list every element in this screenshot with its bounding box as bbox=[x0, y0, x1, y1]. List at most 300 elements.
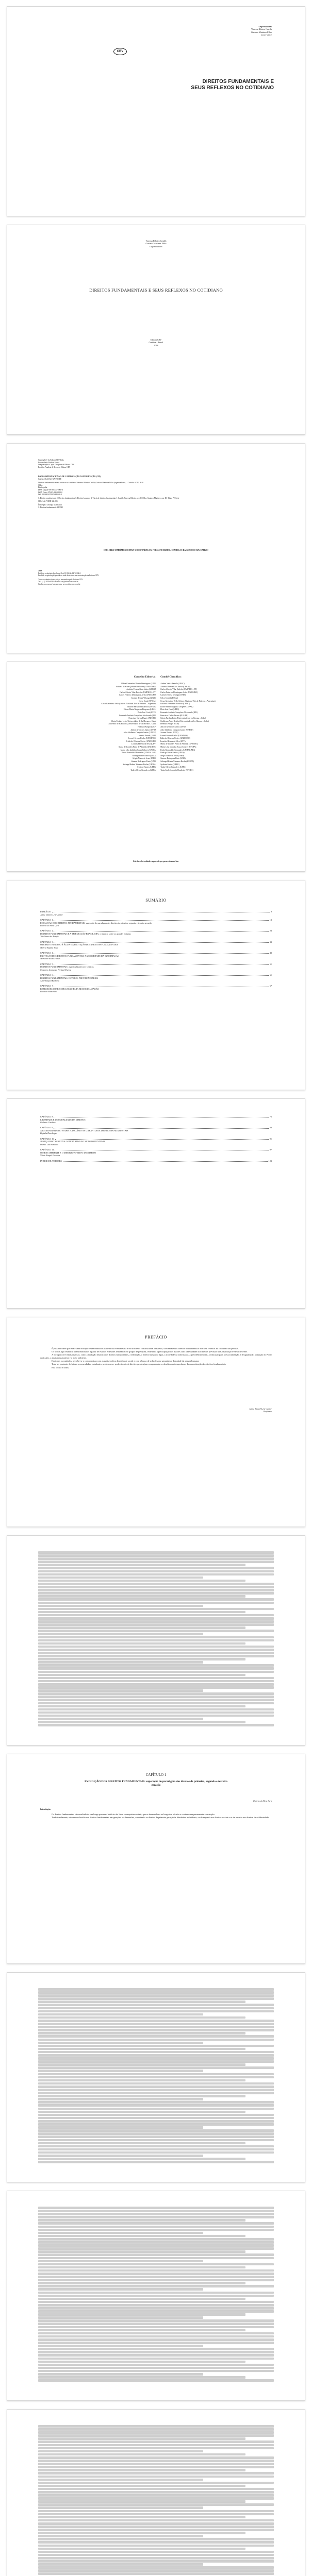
committee-member-name: Elione Maria Nogueira Diogenes (UFAL) bbox=[160, 705, 193, 708]
text-line bbox=[38, 2332, 274, 2335]
text-line bbox=[38, 2488, 274, 2490]
text-line bbox=[38, 2023, 274, 2025]
text-line bbox=[38, 2213, 274, 2215]
text-line bbox=[38, 1664, 274, 1667]
board-row bbox=[38, 769, 274, 772]
preface-paragraph: Boa leitura a todos. bbox=[52, 1366, 70, 1369]
committee-member-name: Élsio José Corá (UFFS) bbox=[160, 708, 179, 711]
committee-member-name: Tania Suely Azevedo Brasileiro (UFOPA) bbox=[160, 769, 193, 771]
text-line bbox=[38, 2066, 274, 2069]
text-line bbox=[38, 1724, 274, 1726]
organizers-label: Organizadores bbox=[258, 25, 272, 28]
board-member-name: Celso Conti (UFSCar) bbox=[139, 700, 157, 702]
toc-entry[interactable] bbox=[40, 941, 272, 949]
text-line bbox=[38, 2434, 274, 2437]
text-line bbox=[38, 2367, 274, 2369]
text-line bbox=[38, 2004, 274, 2006]
organizer-name: Vanessa Ribeiro Castilh bbox=[145, 240, 167, 242]
text-line bbox=[38, 2145, 274, 2148]
text-line bbox=[38, 2092, 274, 2094]
text-line bbox=[38, 2560, 274, 2563]
toc-entry[interactable] bbox=[40, 1115, 272, 1124]
toc-page-number: 51 bbox=[269, 962, 272, 965]
toc-chapter-title: O MEIO AMBIENTE E O MEMBRO AFETIVO DO DIREITO bbox=[40, 1151, 96, 1154]
publisher-logo-icon: CRV bbox=[113, 48, 127, 55]
text-line bbox=[38, 2361, 245, 2363]
text-line bbox=[38, 1577, 203, 1579]
board-member-name: Aldira Guimarães Duarte Domínguez (UNB) bbox=[121, 683, 157, 685]
text-line bbox=[38, 1614, 274, 1617]
toc-page-number: 61 bbox=[269, 974, 272, 977]
toc-entry[interactable] bbox=[40, 985, 272, 993]
committee-member-name: Paulo Romualdo Hernandes (UNIFAL-MG) bbox=[160, 749, 195, 751]
text-line bbox=[38, 2472, 274, 2475]
toc-entry[interactable] bbox=[40, 952, 272, 960]
board-member-name: João Adalberto Campato Junior (UNESP) bbox=[123, 732, 157, 734]
imprint-line: Editora CRV bbox=[150, 338, 162, 341]
text-line bbox=[38, 2095, 245, 2097]
text-line bbox=[38, 1674, 245, 1676]
text-line bbox=[38, 2132, 274, 2135]
text-line bbox=[38, 2057, 274, 2060]
board-member-name: Josania Portela (UFPI) bbox=[138, 734, 157, 737]
text-line bbox=[38, 2535, 203, 2537]
toc-leader bbox=[54, 964, 268, 965]
text-line bbox=[38, 1598, 274, 1601]
toc-chapter-title: DIREITOS FUNDAMENTAIS: ESTUDOS PREVIDENCIÁRIOS bbox=[40, 976, 98, 979]
toc-leader bbox=[54, 931, 268, 932]
cover-imprint bbox=[7, 338, 305, 347]
board-member-name: Jailson Alves dos Santos (UFRJ) bbox=[130, 728, 157, 731]
toc-author: Otávio Luiz Almeida bbox=[40, 1143, 58, 1146]
text-line bbox=[38, 2079, 245, 2082]
text-line bbox=[38, 2076, 274, 2079]
text-line bbox=[38, 2051, 274, 2054]
summary-page bbox=[7, 880, 305, 1090]
text-line bbox=[38, 2020, 274, 2022]
text-line bbox=[38, 2338, 274, 2341]
text-line bbox=[38, 2354, 274, 2357]
text-line bbox=[38, 1608, 274, 1611]
text-line bbox=[38, 1721, 245, 1723]
toc-page-number: 9 bbox=[270, 910, 272, 913]
toc-page-number: 13 bbox=[269, 919, 272, 921]
text-line bbox=[38, 2257, 274, 2260]
text-line bbox=[38, 2494, 274, 2497]
text-line bbox=[38, 2226, 274, 2228]
toc-page-number: 43 bbox=[269, 952, 272, 955]
text-line bbox=[38, 2253, 274, 2256]
text-line bbox=[38, 2428, 274, 2431]
preface-signature bbox=[249, 1408, 272, 1413]
toc-chapter-title: DIREITOS FUNDAMENTAIS E A TRIBUTAÇÃO BRASILEIRA: o impacto sobre os grandes fortunas bbox=[40, 933, 131, 935]
toc-author: Mariana Aleixo Fontes bbox=[40, 957, 60, 960]
text-line bbox=[38, 2557, 274, 2560]
text-line bbox=[38, 2161, 274, 2163]
text-line bbox=[38, 2013, 203, 2016]
text-line bbox=[38, 2538, 274, 2540]
text-line bbox=[38, 2554, 274, 2556]
text-line bbox=[38, 2117, 274, 2120]
text-line bbox=[38, 2351, 274, 2353]
text-line bbox=[38, 2532, 245, 2534]
text-line bbox=[38, 2506, 203, 2509]
toc-label: CAPÍTULO 11 bbox=[40, 1148, 54, 1151]
board-member-name: Eduardo Fernandes Barbosa (UFMG) bbox=[126, 705, 157, 708]
text-line bbox=[38, 1626, 245, 1629]
text-line bbox=[38, 2241, 274, 2244]
text-line bbox=[38, 2032, 245, 2035]
cip-line: ISBN Físico 978-85-444-2959-0 bbox=[38, 491, 62, 494]
board-member-name: Carlos Alberto Vilar Estêvão (UMINHO – PT) bbox=[120, 691, 157, 693]
copyright-block bbox=[38, 459, 193, 468]
signature-name: Jaime Daniel Leite Junior bbox=[249, 1408, 272, 1410]
text-lines bbox=[38, 2207, 274, 2382]
toc-leader bbox=[55, 1139, 269, 1140]
text-lines bbox=[38, 1988, 274, 2164]
text-line bbox=[38, 1677, 274, 1680]
text-line bbox=[38, 2089, 274, 2091]
board-heading-left: Conselho Editorial: bbox=[134, 675, 157, 679]
text-line bbox=[38, 1570, 274, 1573]
board-member-name: Antônio Pereira Gaio Júnior (UFRRJ) bbox=[126, 688, 157, 691]
organizers-label: Organizadores bbox=[150, 245, 162, 248]
toc-chapter-title: PROTEÇÃO DOS DIREITOS FUNDAMENTAIS NA SOCIEDADE DA INFORMAÇÃO bbox=[40, 954, 120, 957]
editor-line: Editor-chefe: Railson Moura bbox=[38, 461, 60, 464]
cover-page bbox=[7, 225, 305, 435]
toc-page-number: 83 bbox=[269, 1126, 272, 1129]
preface-paragraph: A obra percorre temas diversos, como a evolução histórica dos direitos fundamentais, a tributação, o direito humano à água, a sociedade da informação, a previdência social, a educação para a ressocialização, a desigualdade, a atuação do Poder Judiciário, a justiça restaurativa e o meio ambiente. bbox=[40, 1353, 272, 1360]
text-line bbox=[38, 2039, 274, 2041]
text-line bbox=[38, 2063, 245, 2066]
text-line bbox=[38, 2086, 274, 2088]
text-line bbox=[38, 1692, 274, 1695]
board-member-name: Élsio José Corá (UFFS) bbox=[137, 711, 157, 714]
text-line bbox=[38, 2263, 274, 2266]
text-line bbox=[38, 2026, 274, 2028]
committee-member-name: Carlos Alberto Vilar Estêvão (UMINHO – PT) bbox=[160, 688, 198, 691]
committee-member-name: Antonio Pereira Gaio Júnior (UFRRJ) bbox=[160, 685, 190, 688]
text-line bbox=[38, 1583, 274, 1585]
cover-organizers bbox=[7, 240, 305, 248]
rights-block bbox=[38, 570, 275, 586]
text-line bbox=[38, 2513, 274, 2516]
preface-paragraph: Trata-se, portanto, de leitura recomendada a estudantes, professores e profissionais do direito que desejam compreender os desafios contemporâneos da concretização dos direitos fundamentais. bbox=[52, 1363, 226, 1366]
text-line bbox=[38, 1639, 274, 1642]
text-line bbox=[38, 2526, 274, 2528]
toc-author: Tais Sousa de Araujo bbox=[40, 935, 59, 938]
toc-author: Rosaura Marcelino bbox=[40, 990, 57, 993]
toc-author: Jaime Daniel Leite Junior bbox=[40, 913, 63, 916]
toc-author: Cristiano Leonardo Freitas Silveira bbox=[40, 968, 72, 971]
toc-leader bbox=[54, 953, 268, 954]
toc-label: CAPÍTULO 7 bbox=[40, 985, 53, 988]
text-line bbox=[38, 2450, 203, 2453]
toc-entry[interactable] bbox=[40, 1148, 272, 1157]
text-line bbox=[38, 2279, 274, 2281]
text-line bbox=[38, 2266, 245, 2269]
text-line bbox=[38, 1611, 245, 1614]
board-heading bbox=[38, 675, 274, 679]
text-line bbox=[38, 2345, 203, 2347]
text-line bbox=[38, 2235, 245, 2238]
toc-page-number: 23 bbox=[269, 929, 272, 933]
text-line bbox=[38, 2232, 203, 2234]
cip-block bbox=[38, 476, 275, 509]
chapter-paragraph: Tradicionalmente, a doutrina classifica os direitos fundamentais em gerações ou dimensões, associando os direitos de primeira geração às liberdades individuais, os de segunda aos direitos sociais e os de terceira aos direitos de solidariedade. bbox=[52, 1816, 270, 1819]
board-page bbox=[7, 662, 305, 872]
text-line bbox=[38, 1649, 274, 1651]
preface-paragraph: É possível dizer que esta é uma obra que reúne trabalhos acadêmicos relevantes na área do direito constitucional brasileiro, com ênfase nos direitos fundamentais e nos seus reflexos no cotidiano das pessoas. bbox=[52, 1347, 239, 1350]
toc-page-number: 67 bbox=[269, 985, 272, 988]
copyright-line: Copyright © da Editora CRV Ltda. bbox=[38, 459, 64, 461]
text-line bbox=[38, 2120, 274, 2123]
board-member-name: Maria de Lourdes Pinto de Almeida (UNOESC) bbox=[119, 746, 157, 749]
toc-author: Rafaela Dias Lopes bbox=[40, 1132, 58, 1135]
text-line bbox=[38, 2029, 274, 2031]
text-line bbox=[38, 1671, 274, 1673]
board-member-name: Lourdes Helena da Silva (UFV) bbox=[131, 743, 157, 745]
committee-member-name: Jailson Alves dos Santos (UFRJ) bbox=[160, 725, 186, 728]
text-line bbox=[38, 2476, 274, 2478]
rights-year: 2018 bbox=[38, 570, 42, 572]
cip-line: 1. Direitos fundamentais 342.085 bbox=[38, 506, 63, 509]
toc-label: CAPÍTULO 8 bbox=[40, 1115, 53, 1118]
organizers-block bbox=[169, 25, 272, 37]
text-line bbox=[38, 2491, 274, 2494]
toc-entry[interactable] bbox=[40, 910, 272, 916]
committee-member-name: Simone Rodrigues Pinto (UNB) bbox=[160, 757, 186, 760]
text-line bbox=[38, 2123, 274, 2126]
committee-member-name: Leonel Severo Rocha (UNISINOS) bbox=[160, 734, 188, 737]
text-line bbox=[38, 1686, 274, 1689]
summary-heading: SUMÁRIO bbox=[145, 898, 167, 903]
text-line bbox=[38, 2108, 274, 2110]
text-line bbox=[38, 2070, 203, 2072]
text-line bbox=[38, 2298, 245, 2300]
text-line bbox=[38, 2503, 274, 2506]
text-line bbox=[38, 2323, 274, 2325]
text-line bbox=[38, 2437, 245, 2440]
text-line bbox=[38, 2210, 274, 2212]
toc-leader bbox=[63, 1161, 268, 1162]
address-line: Todos os direitos desta edição reservados pela: Editora CRV bbox=[38, 578, 83, 581]
text-line bbox=[38, 2551, 274, 2553]
text-line bbox=[38, 2364, 274, 2366]
text-line bbox=[38, 2288, 203, 2291]
committee-member-name: Tadeu Oliver Gonçalves (UFPA) bbox=[160, 766, 186, 769]
text-line bbox=[38, 1620, 274, 1623]
text-line bbox=[38, 1551, 274, 1554]
toc-entry[interactable] bbox=[40, 929, 272, 938]
text-line bbox=[38, 2500, 245, 2503]
committee-member-name: Carmen Tereza Velanga (UNIR) bbox=[160, 694, 186, 697]
cip-title: DADOS INTERNACIONAIS DE CATALOGAÇÃO NA PUBLICAÇÃO (CIP) bbox=[38, 476, 101, 478]
toc-entry[interactable] bbox=[40, 963, 272, 971]
text-line bbox=[38, 2104, 274, 2107]
text-line bbox=[38, 2482, 274, 2484]
toc-author: Gislaine Cardoso bbox=[40, 1121, 56, 1124]
toc-label: CAPÍTULO 5 bbox=[40, 962, 53, 965]
text-line bbox=[38, 1711, 274, 1714]
text-line bbox=[38, 2453, 245, 2456]
toc-entry[interactable] bbox=[40, 1160, 272, 1163]
text-line bbox=[38, 2425, 274, 2428]
text-line bbox=[38, 2569, 274, 2572]
text-line bbox=[38, 2548, 245, 2550]
cip-line: ISBN Digital 978-85-444-2960-6 bbox=[38, 488, 63, 491]
text-line bbox=[38, 2342, 274, 2344]
text-line bbox=[38, 2010, 274, 2013]
text-line bbox=[38, 1708, 274, 1711]
toc-entry[interactable] bbox=[40, 1126, 272, 1134]
board-member-name: Carmen Tereza Velanga (UNIR) bbox=[131, 697, 157, 699]
text-line bbox=[38, 2460, 274, 2462]
committee-member-name: Rodrigo Pratte-Santos (UFES) bbox=[160, 752, 185, 754]
preface-page bbox=[7, 1317, 305, 1527]
toc-entry[interactable] bbox=[40, 974, 272, 982]
committee-member-name: Francisco Carlos Duarte (PUC-PR) bbox=[160, 714, 188, 717]
text-line bbox=[38, 2101, 274, 2104]
board-member-name: Maria Lília Imbiriba Sousa Colares (UFOPA) bbox=[120, 749, 157, 751]
committee-member-name: Cesar Gerónimo Tello (Univer. Nacional Três de Febrero – Argentina) bbox=[160, 700, 216, 702]
text-line bbox=[38, 2358, 274, 2360]
text-line bbox=[38, 2319, 274, 2322]
board-member-name: Rodrigo Pratte-Santos (UFES) bbox=[132, 754, 157, 757]
organizer-name: Vanessa Ribeiro Castilh bbox=[251, 28, 272, 31]
book-title bbox=[119, 79, 274, 91]
committee-member-name: Maria de Lourdes Pinto de Almeida (UNOESC) bbox=[160, 743, 199, 745]
text-line bbox=[38, 1589, 274, 1591]
text-line bbox=[38, 2285, 274, 2287]
committee-member-name: Guillermo Arias Beatón (Universidade de La Havana – Cuba) bbox=[160, 720, 209, 722]
cip-line: Bibliografia bbox=[38, 486, 47, 489]
toc-author: Aline Raquel Barbosa bbox=[40, 979, 59, 982]
toc-entry[interactable] bbox=[40, 1138, 272, 1146]
toc-page-number: 97 bbox=[269, 1148, 272, 1151]
text-line bbox=[38, 2001, 245, 2003]
text-line bbox=[38, 1658, 245, 1660]
chapter-body bbox=[40, 1813, 272, 1819]
cip-subtitle: CATALOGAÇÃO NA FONTE bbox=[38, 478, 62, 480]
text-line bbox=[38, 2045, 274, 2047]
preface-cont-page bbox=[7, 1535, 305, 1745]
text-line bbox=[38, 2379, 274, 2382]
site-line: Conheça os nossos lançamentos: www.editoracrv.com.br bbox=[38, 583, 80, 585]
board-member-name: Helmuth Krüger (UCP) bbox=[138, 725, 157, 728]
content-page bbox=[7, 2409, 305, 2576]
committee-member-name: Eduardo Fernandes Barbosa (UFMG) bbox=[160, 703, 190, 705]
organizer-name: Gustavo Martinez Filho bbox=[251, 30, 272, 33]
board-member-name: Solange Helena Ximenes-Rocha (UFOPA) bbox=[123, 763, 157, 766]
toc-chapter-title: LIBERDADE E DESIGUALDADE DE DIREITOS bbox=[40, 1118, 86, 1121]
text-line bbox=[38, 2216, 274, 2218]
preface-paragraph: Os textos aqui reunidos foram elaborados a partir de estudos e debates realizados em grupos de pesquisa, refletindo a preocupação dos autores com a efetividade dos direitos previstos na Constituição Federal de 1988. bbox=[52, 1350, 248, 1353]
cip-line: Índice para catálogo sistemático bbox=[38, 503, 62, 506]
committee-member-name: Lourdes Helena da Silva (UFV) bbox=[160, 740, 186, 742]
text-line bbox=[38, 1655, 274, 1657]
text-line bbox=[38, 1715, 274, 1717]
imprint-line: Curitiba – Brasil bbox=[149, 341, 163, 344]
board-member-name: Lídia de Oliveira Xavier (UNIEURO) bbox=[126, 740, 157, 742]
committee-member-name: Sérgio Nunes de Jesus (IFRO) bbox=[160, 754, 185, 757]
text-line bbox=[38, 2431, 274, 2434]
board-member-name: Sydione Santos (UEPG) bbox=[137, 766, 157, 769]
text-line bbox=[38, 2566, 274, 2569]
text-line bbox=[38, 1580, 245, 1582]
text-line bbox=[38, 1661, 203, 1664]
text-line bbox=[38, 2301, 274, 2303]
toc-chapter-title: O DIREITO HUMANO À ÁGUA E A PROTEÇÃO DOS DIREITOS FUNDAMENTAIS bbox=[40, 943, 119, 946]
text-line bbox=[38, 2510, 274, 2513]
text-line bbox=[38, 1683, 274, 1686]
text-line bbox=[38, 2250, 245, 2253]
contact-line: Tel.: (41) 3039-6418 - E-mail: sac@editoracrv.com.br bbox=[38, 581, 78, 583]
text-line bbox=[38, 2326, 274, 2329]
text-lines bbox=[38, 2425, 274, 2576]
board-member-name: Cesar Gerónimo Tello (Univer. Nacional Três de Febrero – Argentina) bbox=[101, 703, 157, 705]
committee-member-name: Sydione Santos (UEPG) bbox=[160, 763, 179, 766]
text-line bbox=[38, 2148, 274, 2151]
text-line bbox=[38, 1586, 274, 1588]
text-line bbox=[38, 2126, 203, 2129]
text-line bbox=[38, 2307, 274, 2310]
committee-member-name: Andrea Vieira Zanella (UFSC) bbox=[160, 683, 185, 685]
text-line bbox=[38, 2545, 274, 2547]
text-line bbox=[38, 2456, 274, 2459]
text-line bbox=[38, 2244, 274, 2247]
text-line bbox=[38, 2370, 274, 2372]
toc-leader bbox=[54, 942, 268, 943]
toc-leader bbox=[54, 975, 268, 976]
text-line bbox=[38, 2219, 245, 2222]
text-line bbox=[38, 2158, 245, 2160]
text-line bbox=[38, 2348, 274, 2350]
text-line bbox=[38, 2269, 274, 2272]
text-line bbox=[38, 2282, 245, 2284]
committee-member-name: Celso Conti (UFSCar) bbox=[160, 697, 178, 699]
text-line bbox=[38, 2376, 245, 2379]
cip-line: 104 p. bbox=[38, 484, 43, 486]
toc-chapter-title: EVOLUÇÃO DOS DIREITOS FUNDAMENTAIS: superação do paradigma dos direitos de primeira, segunda e terceira geração bbox=[40, 921, 152, 924]
text-line bbox=[38, 2441, 274, 2443]
cip-line: 1. Direito constitucional 2. Direitos fundamentais 3. Direitos humanos 4. Tutela de direitos fundamentais I. Castilh, Vanessa Ribeiro. org. II. Filho, Gustavo Martinez. org. III. Título IV. Série bbox=[38, 497, 179, 499]
text-line bbox=[38, 1696, 274, 1698]
text-line bbox=[38, 2136, 274, 2138]
cip-line: CDU 342.7 CDD 342.085 bbox=[38, 500, 58, 503]
text-line bbox=[38, 2329, 245, 2332]
committee-member-name: Fernando Antônio Gonçalves Alcoforado (IPB) bbox=[160, 711, 198, 714]
text-line bbox=[38, 2098, 203, 2100]
text-line bbox=[38, 2222, 274, 2225]
text-line bbox=[38, 2238, 274, 2241]
text-line bbox=[38, 1602, 274, 1604]
committee-member-name: Carlos Federico Dominguez Avila (UNIEURO) bbox=[160, 691, 198, 693]
toc-entry[interactable] bbox=[40, 919, 272, 927]
committee-member-name: Gloria Fariñas León (Universidade de La Havana – Cuba) bbox=[160, 717, 206, 720]
rights-line: Foi feito o depósito legal conf. Lei 10.994 de 14/12/2004 bbox=[38, 572, 81, 574]
text-line bbox=[38, 1564, 245, 1566]
chapter-author: Rubens da Silva Lyra bbox=[253, 1800, 272, 1802]
chapter-title: EVOLUÇÃO DOS DIREITOS FUNDAMENTAIS: superação do paradigma dos direitos de primeira, segunda e terceira geração bbox=[85, 1780, 227, 1787]
text-line bbox=[38, 1699, 274, 1701]
toc-chapter-title: DIREITOS FUNDAMENTAIS: aspectos históricos e teóricos bbox=[40, 965, 94, 969]
text-line bbox=[38, 1988, 274, 1991]
chapter-page bbox=[7, 1754, 305, 1964]
board-list bbox=[38, 683, 274, 772]
board-member-name: Tadeu Oliver Gonçalves (UFPA) bbox=[130, 769, 157, 771]
toc-leader bbox=[54, 1128, 268, 1129]
